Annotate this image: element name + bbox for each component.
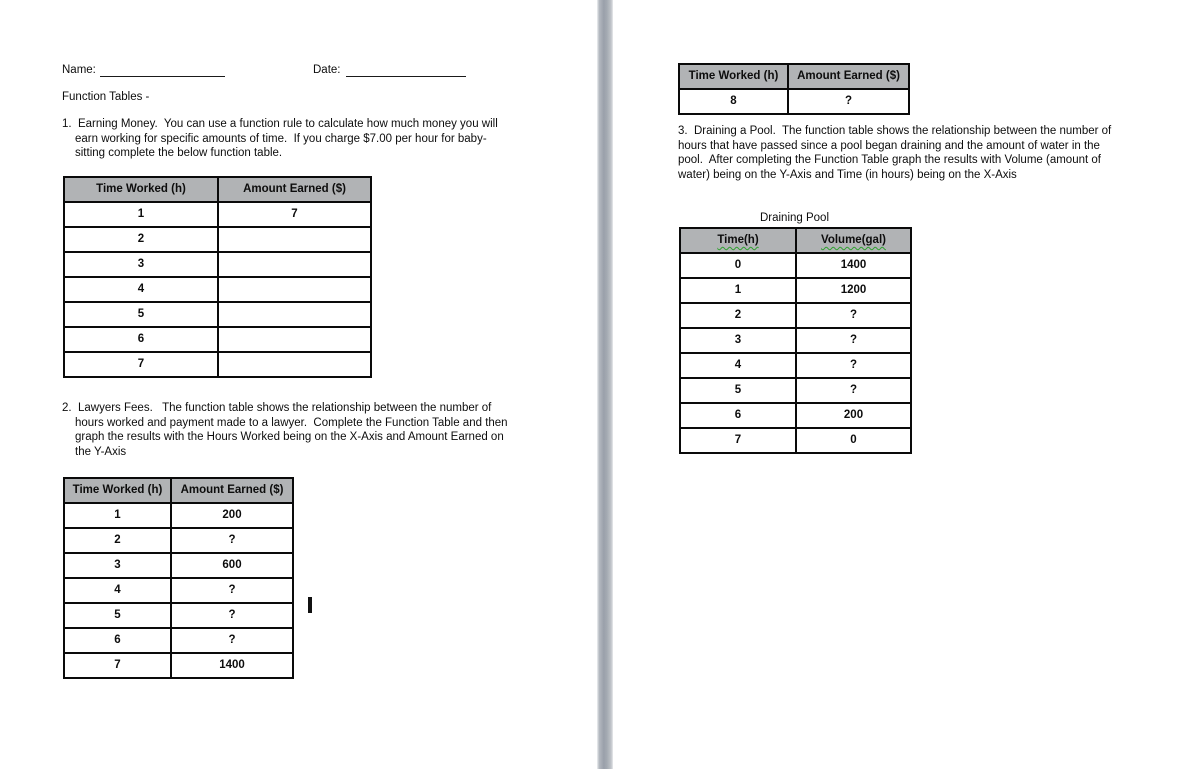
paragraph-line: sitting complete the below function table. (75, 147, 283, 160)
column-header-amount-earned: Amount Earned ($) (788, 64, 909, 89)
table-cell: ? (171, 603, 293, 628)
table-cell: 7 (680, 428, 796, 453)
worksheet-page-1 (0, 0, 597, 769)
worksheet-heading: Function Tables - (62, 91, 150, 103)
table-row (64, 653, 293, 678)
paragraph-line: 3. Draining a Pool. The function table shows the relationship between the number of (678, 125, 1112, 137)
table-cell: 6 (64, 628, 171, 653)
table-cell (218, 277, 371, 302)
table-cell: 7 (218, 202, 371, 227)
table-cell: 4 (64, 578, 171, 603)
table-cell: 4 (64, 277, 218, 302)
table-row (680, 378, 911, 403)
table-cell: 0 (796, 428, 911, 453)
table-cell (218, 327, 371, 352)
table-row (64, 252, 371, 277)
table-row (680, 303, 911, 328)
table-header-row (64, 478, 293, 503)
table-cell: 2 (680, 303, 796, 328)
table-cell: ? (171, 628, 293, 653)
table-cell: 3 (64, 252, 218, 277)
table-cell: 5 (64, 603, 171, 628)
table-cell: 2 (64, 528, 171, 553)
table-cell: 1 (64, 202, 218, 227)
table-row (64, 302, 371, 327)
table-row (64, 227, 371, 252)
table-cell: 6 (680, 403, 796, 428)
table-cell: 1200 (796, 278, 911, 303)
paragraph-line: graph the results with the Hours Worked being on the X-Axis and Amount Earned on (75, 431, 504, 444)
table-row (680, 278, 911, 303)
table-row (64, 528, 293, 553)
column-header-volume: Volume(gal) (796, 228, 911, 253)
table-cell: 200 (796, 403, 911, 428)
table-row (64, 202, 371, 227)
table-row (680, 403, 911, 428)
paragraph-line: hours worked and payment made to a lawyer. Complete the Function Table and then (75, 416, 508, 429)
table-cell: ? (796, 328, 911, 353)
page-divider (597, 0, 613, 769)
table-row (680, 328, 911, 353)
table-cell (218, 302, 371, 327)
table-row (64, 553, 293, 578)
lawyers-fees-table (63, 477, 294, 679)
column-header-time: Time(h) (680, 228, 796, 253)
date-label: Date: (313, 64, 341, 76)
table-cell: 3 (680, 328, 796, 353)
worksheet-page-2 (613, 0, 1200, 769)
column-header-time-worked: Time Worked (h) (679, 64, 788, 89)
draining-pool-table (679, 227, 912, 454)
table-cell (218, 352, 371, 377)
table-header-row (679, 64, 909, 89)
column-header-time-worked: Time Worked (h) (64, 478, 171, 503)
column-header-amount-earned: Amount Earned ($) (218, 177, 371, 202)
table-row (680, 353, 911, 378)
table-cell: ? (796, 303, 911, 328)
table-cell: 7 (64, 352, 218, 377)
paragraph-line: water) being on the Y-Axis and Time (in hours) being on the X-Axis (678, 168, 1017, 181)
earning-money-table (63, 176, 372, 378)
table-row (64, 277, 371, 302)
name-label: Name: (62, 64, 96, 76)
table-cell: 8 (679, 89, 788, 114)
table-cell: 5 (64, 302, 218, 327)
column-header-time-worked: Time Worked (h) (64, 177, 218, 202)
table-cell: 5 (680, 378, 796, 403)
question-1-text (62, 117, 537, 161)
table-cell: 4 (680, 353, 796, 378)
table-cell: ? (171, 578, 293, 603)
table-header-row (64, 177, 371, 202)
question-3-text (678, 124, 1153, 182)
paragraph-line: the Y-Axis (75, 445, 127, 458)
table-header-row (680, 228, 911, 253)
column-header-amount-earned: Amount Earned ($) (171, 478, 293, 503)
pool-table-title: Draining Pool (759, 212, 830, 224)
table-cell: 1 (64, 503, 171, 528)
table-cell: 600 (171, 553, 293, 578)
table-cell: ? (796, 353, 911, 378)
paragraph-line: pool. After completing the Function Table graph the results with Volume (amount of (678, 154, 1101, 167)
paragraph-line: 1. Earning Money. You can use a function rule to calculate how much money you will (62, 118, 498, 130)
table-row (64, 628, 293, 653)
paragraph-line: earn working for specific amounts of time. If you charge $7.00 per hour for baby- (75, 132, 487, 145)
table-cell: 1400 (171, 653, 293, 678)
table-cell: 0 (680, 253, 796, 278)
table-cell: 3 (64, 553, 171, 578)
table-cell: 7 (64, 653, 171, 678)
table-continuation-8h (678, 63, 910, 115)
table-cell: 1 (680, 278, 796, 303)
table-cell: ? (796, 378, 911, 403)
table-cell: ? (788, 89, 909, 114)
table-cell: 6 (64, 327, 218, 352)
text-cursor-artifact (308, 597, 312, 613)
table-cell (218, 252, 371, 277)
table-cell: ? (171, 528, 293, 553)
table-row (64, 327, 371, 352)
name-blank-line (100, 64, 225, 77)
table-row (64, 603, 293, 628)
table-cell: 1400 (796, 253, 911, 278)
table-row (64, 503, 293, 528)
table-row (679, 89, 909, 114)
table-row (680, 253, 911, 278)
table-row (64, 352, 371, 377)
table-cell: 2 (64, 227, 218, 252)
table-row (64, 578, 293, 603)
paragraph-line: hours that have passed since a pool began draining and the amount of water in the (678, 139, 1100, 152)
paragraph-line: 2. Lawyers Fees. The function table shows the relationship between the number of (62, 402, 492, 414)
question-2-text (62, 401, 537, 459)
table-row (680, 428, 911, 453)
table-cell: 200 (171, 503, 293, 528)
date-blank-line (346, 64, 466, 77)
table-cell (218, 227, 371, 252)
